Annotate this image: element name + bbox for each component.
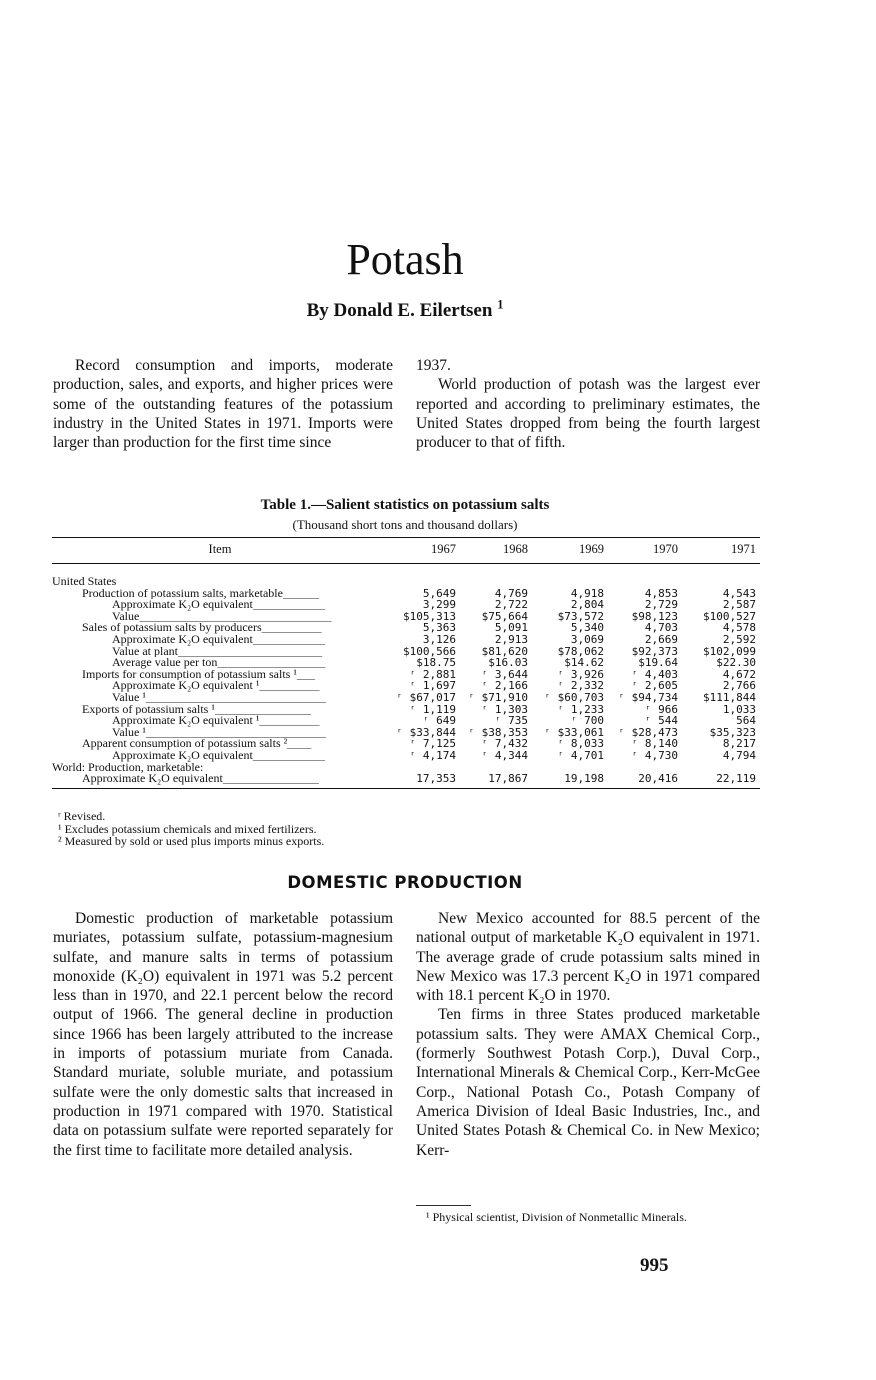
cell-1970: $98,123 bbox=[631, 609, 678, 623]
row-label-text: Approximate K₂O equivalent ¹ bbox=[112, 680, 260, 692]
cell-1970: ʳ 4,730 bbox=[631, 748, 678, 762]
cell-1971: 564 bbox=[736, 714, 756, 728]
intro-paragraph-continuation: 1937. bbox=[416, 357, 451, 374]
cell-1968: 2,722 bbox=[494, 598, 528, 612]
row-leader: __________ bbox=[259, 680, 320, 692]
cell-1969: ʳ 4,701 bbox=[557, 748, 604, 762]
body-paragraph-left: Domestic production of marketable potassium muriates, potassium sulfate, potassium-magnesium sulfate, and manure salts in terms of potassium monoxide (K₂O) equivalent in 1971 was 5.2 percent less than in 1970, and 22.1 percent below the record output of 1966. The general decline in production since 1966 has been largely attributed to the increase in imports of potassium muriate from Canada. Standard muriate, soluble muriate, and potassium sulfate were the only domestic salts that increased in production in 1971 compared with 1970. Statistical data on potassium sulfate were reported separately for the first time to facilitate more detailed analysis. bbox=[53, 910, 393, 1159]
cell-1969: ʳ 1,233 bbox=[557, 702, 604, 716]
table-row bbox=[52, 657, 760, 669]
row-label-text: Approximate K₂O equivalent ¹ bbox=[112, 715, 260, 727]
intro-right-column bbox=[416, 356, 760, 452]
table-footnotes bbox=[58, 810, 658, 848]
row-label-text: Value ¹ bbox=[112, 726, 146, 739]
cell-1970: $92,373 bbox=[631, 644, 678, 658]
cell-1967 bbox=[388, 564, 460, 588]
footnote-2: ² Measured by sold or used plus imports minus exports. bbox=[58, 834, 325, 848]
row-leader: __________ bbox=[259, 715, 320, 727]
cell-1967: 17,353 bbox=[388, 773, 460, 788]
cell-1968: 5,091 bbox=[494, 621, 528, 635]
cell-1971: $111,844 bbox=[703, 690, 756, 704]
row-label bbox=[52, 738, 388, 750]
column-header-1969: 1969 bbox=[532, 538, 608, 564]
cell-1969: $14.62 bbox=[564, 656, 604, 670]
table-row bbox=[52, 564, 760, 588]
cell-1968: 2,913 bbox=[494, 632, 528, 646]
cell-1968: ʳ 7,432 bbox=[481, 737, 528, 751]
column-header-item: Item bbox=[52, 538, 388, 564]
row-leader: ________________________ bbox=[177, 645, 322, 658]
row-label-text: Average value per ton bbox=[112, 657, 218, 669]
cell-1970: 4,703 bbox=[644, 621, 678, 635]
cell-1970: ʳ 966 bbox=[644, 702, 678, 716]
row-label-text: Approximate K₂O equivalent bbox=[112, 749, 253, 762]
table-row bbox=[52, 715, 760, 727]
row-label-text: Approximate K₂O equivalent bbox=[82, 773, 223, 786]
cell-1967: 5,363 bbox=[422, 621, 456, 635]
row-label-text: Sales of potassium salts by producers bbox=[82, 622, 262, 634]
cell-1971 bbox=[682, 564, 760, 588]
row-label bbox=[52, 564, 388, 588]
row-label bbox=[52, 588, 388, 600]
cell-1967: $105,313 bbox=[403, 609, 456, 623]
row-leader: ________________________________ bbox=[139, 610, 332, 623]
cell-1969: 5,340 bbox=[570, 621, 604, 635]
cell-1968: ʳ 735 bbox=[494, 714, 528, 728]
row-label-text: World: Production, marketable: bbox=[52, 761, 204, 774]
page-title: Potash bbox=[346, 235, 464, 285]
cell-1969: 2,804 bbox=[570, 598, 604, 612]
cell-1969 bbox=[532, 564, 608, 588]
cell-1968: $81,620 bbox=[481, 644, 528, 658]
cell-1971: 4,672 bbox=[722, 667, 756, 681]
cell-1970: 2,729 bbox=[644, 598, 678, 612]
cell-1969: ʳ 8,033 bbox=[557, 737, 604, 751]
row-label-text: Approximate K₂O equivalent bbox=[112, 633, 253, 646]
row-leader: ____________ bbox=[252, 749, 325, 762]
intro-paragraph-right: World production of potash was the largest ever reported and according to preliminary estimates, the United States dropped from being the fourth largest producer to that of fifth. bbox=[416, 376, 760, 452]
row-label-text: Imports for consumption of potassium salts ¹ bbox=[82, 668, 297, 681]
byline-author: By Donald E. Eilertsen bbox=[306, 300, 493, 321]
cell-1969: 3,069 bbox=[570, 632, 604, 646]
cell-1969: $78,062 bbox=[557, 644, 604, 658]
row-label bbox=[52, 680, 388, 692]
cell-1971: 4,794 bbox=[722, 748, 756, 762]
cell-1970: ʳ 8,140 bbox=[631, 737, 678, 751]
row-label bbox=[52, 599, 388, 611]
cell-1969: ʳ $60,703 bbox=[544, 690, 604, 704]
cell-1970: ʳ 2,605 bbox=[631, 679, 678, 693]
table-body bbox=[52, 564, 760, 789]
row-leader: ______ bbox=[282, 587, 319, 600]
row-label-text: Value ¹ bbox=[112, 691, 146, 704]
cell-1970: $19.64 bbox=[638, 656, 678, 670]
cell-1971: $22.30 bbox=[716, 656, 756, 670]
row-label bbox=[52, 750, 388, 762]
cell-1969: 19,198 bbox=[532, 773, 608, 788]
cell-1971: $102,099 bbox=[703, 644, 756, 658]
row-leader: ___ bbox=[296, 668, 315, 681]
row-leader: ________________ bbox=[214, 703, 311, 716]
cell-1967: ʳ 1,119 bbox=[409, 702, 456, 716]
row-label-text: Value at plant bbox=[112, 645, 178, 658]
salient-statistics-table bbox=[52, 537, 760, 789]
cell-1968: $16.03 bbox=[488, 656, 528, 670]
row-label bbox=[52, 669, 388, 681]
cell-1970: ʳ 4,403 bbox=[631, 667, 678, 681]
column-header-1970: 1970 bbox=[608, 538, 682, 564]
row-label-text: Exports of potassium salts ¹ bbox=[82, 703, 215, 716]
cell-1971: 22,119 bbox=[682, 773, 760, 788]
row-leader: ______________________________ bbox=[145, 691, 326, 704]
cell-1971: $35,323 bbox=[709, 725, 756, 739]
cell-1971: $100,527 bbox=[703, 609, 756, 623]
cell-1968 bbox=[460, 564, 532, 588]
section-heading: DOMESTIC PRODUCTION bbox=[287, 873, 523, 892]
table-row bbox=[52, 750, 760, 762]
cell-1969: ʳ 700 bbox=[570, 714, 604, 728]
row-label bbox=[52, 634, 388, 646]
page-number: 995 bbox=[640, 1255, 669, 1276]
cell-1970: 2,669 bbox=[644, 632, 678, 646]
table-title: Table 1.—Salient statistics on potassium salts bbox=[260, 497, 550, 513]
table-subtitle: (Thousand short tons and thousand dollars) bbox=[292, 517, 518, 532]
cell-1967: 3,126 bbox=[422, 632, 456, 646]
row-label-text: Value bbox=[112, 610, 140, 623]
cell-1971: 2,766 bbox=[722, 679, 756, 693]
row-label-text: Approximate K₂O equivalent bbox=[112, 599, 253, 611]
row-label bbox=[52, 611, 388, 623]
cell-1969: ʳ 3,926 bbox=[557, 667, 604, 681]
row-leader: ______________________________ bbox=[145, 726, 326, 739]
row-label bbox=[52, 727, 388, 739]
cell-1971: 4,578 bbox=[722, 621, 756, 635]
cell-1969: 4,918 bbox=[570, 586, 604, 600]
author-footnote bbox=[416, 1211, 760, 1224]
footnote-1: ¹ Excludes potassium chemicals and mixed fertilizers. bbox=[58, 821, 317, 836]
row-label bbox=[52, 762, 388, 774]
row-leader: ________________ bbox=[222, 773, 319, 786]
row-label-text: Apparent consumption of potassium salts ² bbox=[82, 738, 288, 750]
column-header-1967: 1967 bbox=[388, 538, 460, 564]
cell-1967: 3,299 bbox=[422, 598, 456, 612]
cell-1971: 2,587 bbox=[722, 598, 756, 612]
column-header-1968: 1968 bbox=[460, 538, 532, 564]
body-paragraph-right-2: Ten firms in three States produced marketable potassium salts. They were AMAX Chemical Corp., (formerly Southwest Potash Corp.), Duval Corp., International Minerals & Chemical Corp., Kerr-McGee Corp., National Potash Co., Potash Company of America Division of Ideal Basic Industries, Inc., and United States Potash & Chemical Co. in New Mexico; Kerr- bbox=[416, 1006, 760, 1159]
cell-1968: $75,664 bbox=[481, 609, 528, 623]
cell-1968: ʳ 1,303 bbox=[481, 702, 528, 716]
footnote-divider bbox=[416, 1205, 471, 1206]
intro-left-column bbox=[53, 356, 393, 452]
cell-1971: 4,543 bbox=[722, 586, 756, 600]
row-label bbox=[52, 692, 388, 704]
row-leader: ____________ bbox=[252, 633, 325, 646]
cell-1969: $73,572 bbox=[557, 609, 604, 623]
cell-1967: ʳ 7,125 bbox=[409, 737, 456, 751]
cell-1968: 4,769 bbox=[494, 586, 528, 600]
row-label bbox=[52, 657, 388, 669]
cell-1967: ʳ 2,881 bbox=[409, 667, 456, 681]
body-left-column bbox=[53, 909, 393, 1160]
cell-1967: ʳ 649 bbox=[422, 714, 456, 728]
cell-1967: 5,649 bbox=[422, 586, 456, 600]
row-leader: __________ bbox=[261, 622, 322, 634]
cell-1967: ʳ 4,174 bbox=[409, 748, 456, 762]
cell-1970: ʳ 544 bbox=[644, 714, 678, 728]
row-label-text: Production of potassium salts, marketable bbox=[82, 587, 283, 600]
byline-footnote-ref: 1 bbox=[497, 297, 504, 312]
row-label-text: United States bbox=[52, 574, 117, 588]
cell-1968: ʳ $71,910 bbox=[468, 690, 528, 704]
cell-1968: ʳ $38,353 bbox=[468, 725, 528, 739]
body-right-column bbox=[416, 909, 760, 1160]
body-paragraph-right-1: New Mexico accounted for 88.5 percent of the national output of marketable K₂O equivalent in 1971. The average grade of crude potassium salts mined in New Mexico was 17.3 percent K₂O in 1971 compared with 18.1 percent K₂O in 1970. bbox=[416, 910, 760, 1005]
table-row bbox=[52, 692, 760, 704]
cell-1968: ʳ 3,644 bbox=[481, 667, 528, 681]
cell-1971: 8,217 bbox=[722, 737, 756, 751]
cell-1967: ʳ $67,017 bbox=[396, 690, 456, 704]
cell-1970 bbox=[608, 564, 682, 588]
cell-1967: $18.75 bbox=[416, 656, 456, 670]
cell-1970: 4,853 bbox=[644, 586, 678, 600]
cell-1970: 20,416 bbox=[608, 773, 682, 788]
cell-1968: ʳ 2,166 bbox=[481, 679, 528, 693]
cell-1970: ʳ $28,473 bbox=[618, 725, 678, 739]
statistics-table bbox=[52, 537, 760, 789]
cell-1970: ʳ $94,734 bbox=[618, 690, 678, 704]
row-leader: ____________ bbox=[252, 599, 325, 611]
row-leader: __________________ bbox=[217, 657, 326, 669]
cell-1967: $100,566 bbox=[403, 644, 456, 658]
row-label bbox=[52, 773, 388, 788]
cell-1968: 17,867 bbox=[460, 773, 532, 788]
row-label bbox=[52, 715, 388, 727]
cell-1971: 2,592 bbox=[722, 632, 756, 646]
row-label bbox=[52, 704, 388, 716]
cell-1968: ʳ 4,344 bbox=[481, 748, 528, 762]
column-header-1971: 1971 bbox=[682, 538, 760, 564]
table-row bbox=[52, 773, 760, 788]
footnote-revised: ʳ Revised. bbox=[58, 809, 106, 823]
cell-1967: ʳ 1,697 bbox=[409, 679, 456, 693]
table-header-row bbox=[52, 538, 760, 564]
row-label bbox=[52, 646, 388, 658]
cell-1969: ʳ $33,061 bbox=[544, 725, 604, 739]
author-footnote-text: ¹ Physical scientist, Division of Nonmetallic Minerals. bbox=[426, 1210, 687, 1224]
byline bbox=[0, 297, 810, 322]
cell-1967: ʳ $33,844 bbox=[396, 725, 456, 739]
cell-1969: ʳ 2,332 bbox=[557, 679, 604, 693]
table-row bbox=[52, 634, 760, 646]
row-leader: ____ bbox=[287, 738, 312, 750]
row-label bbox=[52, 622, 388, 634]
cell-1971: 1,033 bbox=[722, 702, 756, 716]
intro-paragraph-left: Record consumption and imports, moderate production, sales, and exports, and higher prices were some of the outstanding features of the potassium industry in the United States in 1971. Imports were larger than production for the first time since bbox=[53, 357, 393, 452]
